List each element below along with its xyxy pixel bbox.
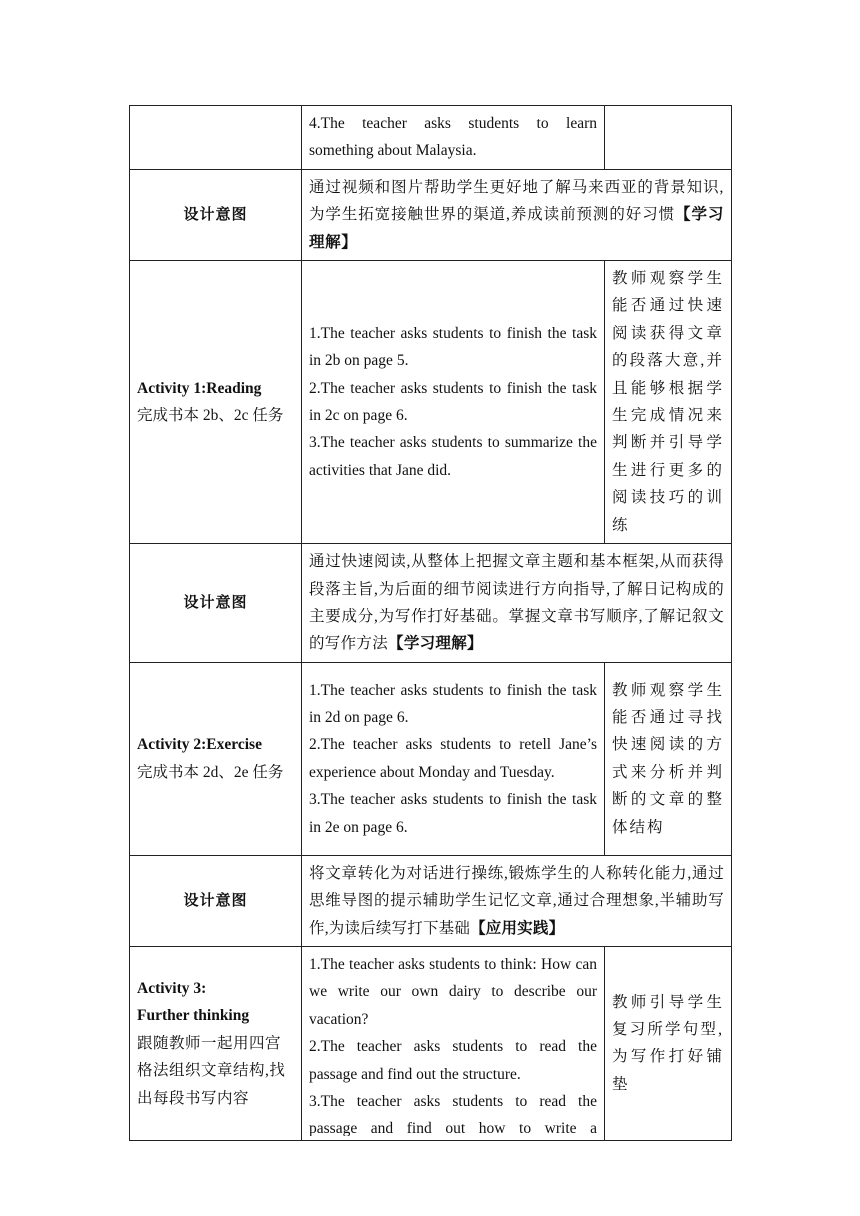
step-text: 2.The teacher asks students to retell Jane’s experience about Monday and Tuesday. <box>309 736 597 781</box>
intent-tag: 【学习理解】 <box>309 206 724 251</box>
intent-label-cell <box>130 855 302 946</box>
activity-subtitle: 完成书本 2b、2c 任务 <box>137 407 284 425</box>
step-text: 3.The teacher asks students to read the passage and find out how to write a <box>309 1092 597 1136</box>
table-row <box>130 106 732 170</box>
steps-cell <box>302 106 605 170</box>
activity-title: Activity 2:Exercise <box>137 736 262 754</box>
intent-tag: 【应用实践】 <box>470 919 565 937</box>
intent-text: 通过快速阅读,从整体上把握文章主题和基本框架,从而获得段落主旨,为后面的细节阅读进行方向指导,了解日记构成的主要成分,为写作打好基础。掌握文章书写顺序,了解记叙文的写作方法 <box>309 553 724 653</box>
step-text: 1.The teacher asks students to finish the task in 2d on page 6. <box>309 681 597 726</box>
step-text: 1.The teacher asks students to think: How can we write our own dairy to describe our vacation? <box>309 955 597 1028</box>
step-text: 3.The teacher asks students to summarize the activities that Jane did. <box>309 434 597 479</box>
assessment-cell <box>605 106 732 170</box>
activity-title-line2: Further thinking <box>137 1007 250 1025</box>
table-row <box>130 662 732 855</box>
intent-text-cell <box>302 855 732 946</box>
activity-cell <box>130 261 302 544</box>
table-row <box>130 261 732 544</box>
table-row <box>130 855 732 946</box>
activity-subtitle: 跟随教师一起用四宫格法组织文章结构,找出每段书写内容 <box>137 1034 286 1107</box>
activity-subtitle: 完成书本 2d、2e 任务 <box>137 763 284 781</box>
step-text: 2.The teacher asks students to finish the task in 2c on page 6. <box>309 379 597 425</box>
step-text: 2.The teacher asks students to read the passage and find out the structure. <box>309 1038 597 1083</box>
intent-text-cell <box>302 544 732 663</box>
intent-label-cell <box>130 544 302 663</box>
assessment-text: 教师引导学生复习所学句型,为写作打好铺垫 <box>612 993 724 1093</box>
intent-label: 设计意图 <box>183 593 248 612</box>
steps-cell <box>302 946 605 1140</box>
steps-cell <box>302 261 605 544</box>
activity-cell <box>130 662 302 855</box>
table-row <box>130 169 732 260</box>
intent-text: 将文章转化为对话进行操练,锻炼学生的人称转化能力,通过思维导图的提示辅助学生记忆文章,通过合理想象,半辅助写作,为读后续写打下基础 <box>309 864 724 937</box>
assessment-cell <box>605 946 732 1140</box>
activity-title: Activity 3: <box>137 979 207 997</box>
activity-cell <box>130 946 302 1140</box>
intent-label-cell <box>130 169 302 260</box>
steps-cell <box>302 662 605 855</box>
intent-text-cell <box>302 169 732 260</box>
table-row <box>130 946 732 1140</box>
step-text: 4.The teacher asks students to learn something about Malaysia. <box>309 115 597 160</box>
intent-text: 通过视频和图片帮助学生更好地了解马来西亚的背景知识,为学生拓宽接触世界的渠道,养成读前预测的好习惯 <box>309 178 724 224</box>
step-text: 3.The teacher asks students to finish the task in 2e on page 6. <box>309 791 597 836</box>
intent-label: 设计意图 <box>183 205 248 224</box>
activity-cell <box>130 106 302 170</box>
assessment-cell <box>605 261 732 544</box>
step-text: 1.The teacher asks students to finish the task in 2b on page 5. <box>309 324 597 370</box>
intent-label: 设计意图 <box>183 891 248 910</box>
table-row <box>130 544 732 663</box>
activity-title: Activity 1:Reading <box>137 379 262 397</box>
assessment-cell <box>605 662 732 855</box>
intent-tag: 【学习理解】 <box>388 635 483 653</box>
assessment-text: 教师观察学生能否通过快速阅读获得文章的段落大意,并且能够根据学生完成情况来判断并引导学生进行更多的阅读技巧的训练 <box>612 270 724 534</box>
lesson-plan-table <box>129 105 732 1141</box>
assessment-text: 教师观察学生能否通过寻找快速阅读的方式来分析并判断的文章的整体结构 <box>612 681 724 836</box>
